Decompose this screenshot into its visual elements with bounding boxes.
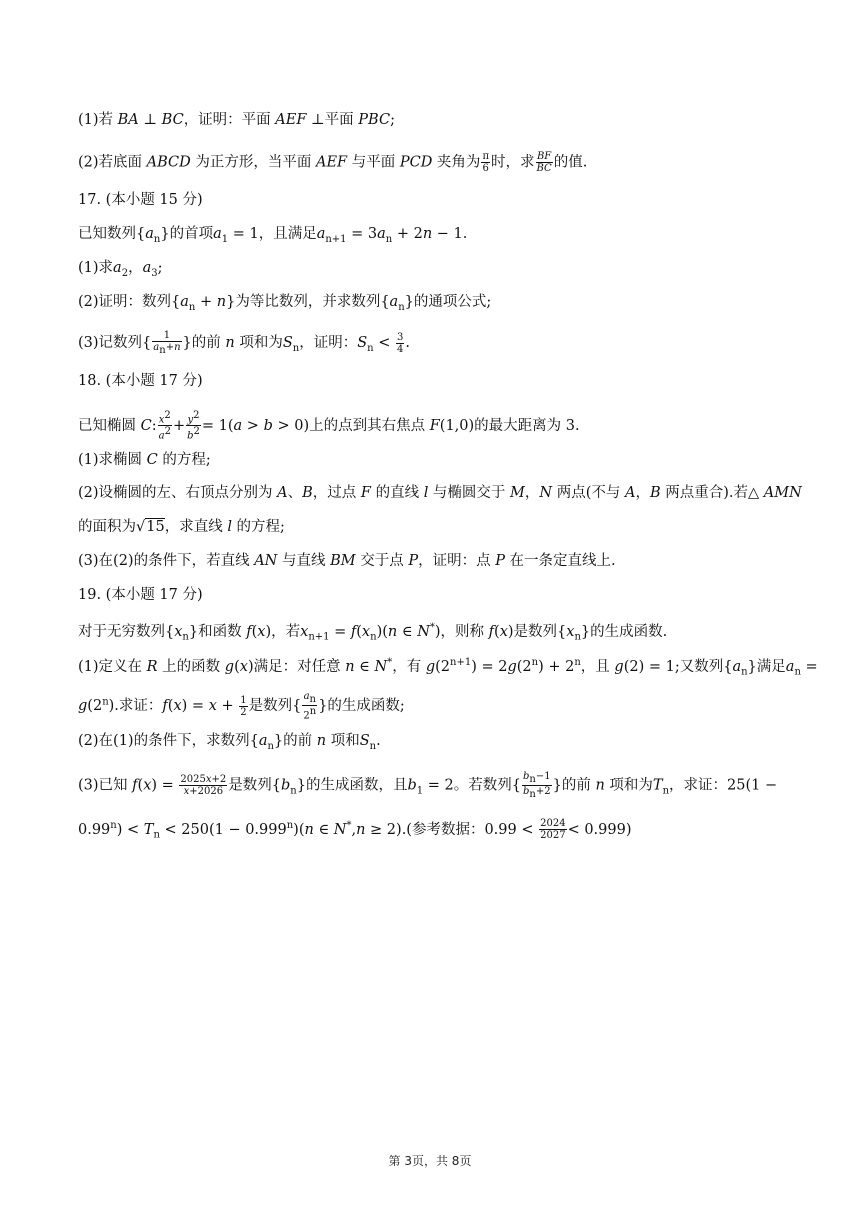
q17-part1: (1)求$a_2$，$a_3$;	[78, 260, 163, 279]
q17-part2: (2)证明：数列$\{a_n + n\}$为等比数列，并求数列$\{a_n\}$的通项公式;	[78, 294, 492, 313]
q19-part3-line2: $0.99^n) < T_n < 250(1 - 0.999^n)(n$ ∈ N*,n ≥ 2).(参考数据：0.99 < $\frac{2024}{2027}$ < 0.999)	[78, 818, 632, 842]
q18-part2-line2: 的面积为√15，求直线 l 的方程;	[78, 519, 285, 535]
q16-part1: (1)若 BA ⊥ BC，证明：平面 AEF ⊥平面 PBC;	[78, 112, 395, 128]
q19-stem: 对于无穷数列$\{x_n\}$和函数 f(x)，若$x_{n+1} = f(x_n)(n$ ∈ N*)，则称 f(x)是数列$\{x_n\}$的生成函数.	[78, 622, 668, 643]
q19-part1-line2: g(2$^n$).求证：f(x) = x + $\frac{1}{2}$ 是数列{ $\frac{a_n}{2^n}$ }的生成函数;	[78, 691, 405, 722]
q19-part2: (2)在(1)的条件下，求数列$\{a_n\}$的前 n 项和$S_n$.	[78, 733, 381, 752]
q18-part2-line1: (2)设椭圆的左、右顶点分别为 A、B，过点 F 的直线 l 与椭圆交于 M，N 两点(不与 A，B 两点重合).若△ AMN	[78, 485, 802, 501]
q16-part2: (2)若底面 ABCD 为正方形，当平面 AEF 与平面 PCD 夹角为 $\frac{\pi}{6}$ 时，求 $\frac{BF}{BC}$ 的值.	[78, 151, 588, 174]
q19-part3-line1: (3)已知 f(x) = $\frac{2025x+2}{x+2026}$ 是数列$\{b_n\}$的生成函数，且$b_1 = 2$。若数列{ $\frac{b_n-1}{b_n+2}$ }的前 n 项和为$T_n$，求证：25(1 −	[78, 771, 778, 800]
q19-part1-line1: (1)定义在 R 上的函数 g(x)满足：对任意 n ∈ N*，有 $g(2^{n+1}) = 2g(2^n) + 2^n$，且 g(2) = 1;又数列$\{a_n\}$满足$a_n$ =	[78, 657, 818, 678]
q17-part3: (3)记数列{ $\frac{1}{a_n+n}$ }的前 n 项和为$S_n$，证明：$S_n$ < $\frac{3}{4}$ .	[78, 330, 410, 356]
q18-stem: 已知椭圆 C: $\frac{x^2}{a^2}$ + $\frac{y^2}{b^2}$ = 1(a > b > 0)上的点到其右焦点 F(1,0)的最大距离为 3.	[78, 410, 580, 442]
q19-heading: 19. (本小题 17 分)	[78, 587, 203, 603]
q18-part1: (1)求椭圆 C 的方程;	[78, 452, 211, 468]
page-footer: 第 3页，共 8页	[388, 1154, 472, 1168]
q17-heading: 17. (本小题 15 分)	[78, 192, 203, 208]
q17-stem: 已知数列$\{a_n\}$的首项$a_1 = 1$，且满足$a_{n+1} = 3a_n + 2n - 1$.	[78, 226, 468, 245]
q18-heading: 18. (本小题 17 分)	[78, 373, 203, 389]
q18-part3: (3)在(2)的条件下，若直线 AN 与直线 BM 交于点 P，证明：点 P 在一条定直线上.	[78, 553, 616, 569]
